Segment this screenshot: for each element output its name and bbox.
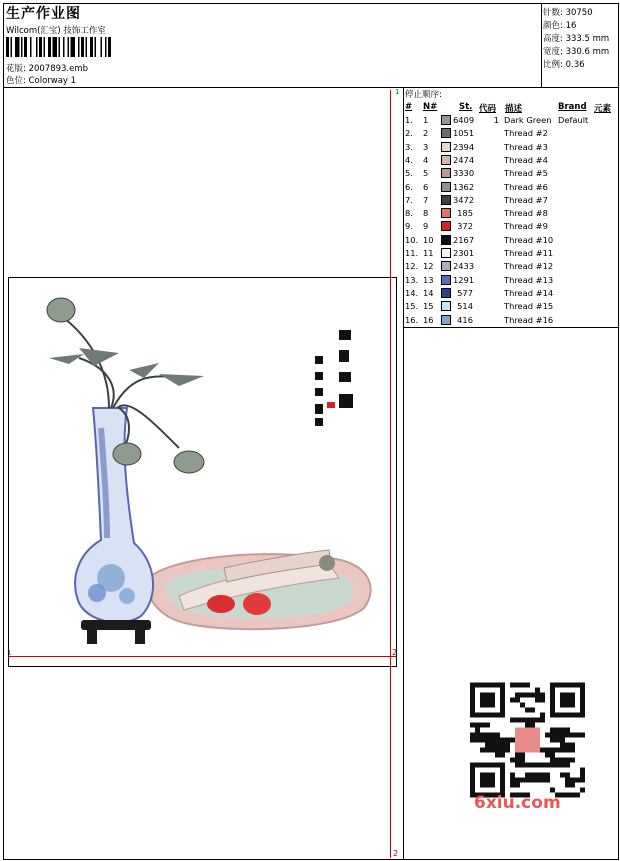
row-needle: 13 — [423, 274, 434, 285]
row-description: Thread #10 — [504, 234, 554, 245]
row-stitches: 416 — [457, 314, 473, 325]
thread-swatch — [441, 315, 451, 325]
row-description: Thread #5 — [504, 168, 548, 179]
row-code: 1 — [493, 115, 499, 125]
row-stitches: 1291 — [453, 274, 475, 285]
col-header-desc: 描述 — [505, 104, 523, 114]
row-index: 14. — [405, 287, 419, 298]
thread-swatch — [441, 115, 451, 125]
table-row — [405, 248, 615, 261]
row-index: 11. — [405, 248, 419, 258]
row-description: Thread #12 — [504, 261, 554, 272]
row-needle: 11 — [423, 248, 434, 258]
table-row — [405, 301, 615, 314]
row-needle: 10 — [423, 234, 434, 245]
row-description: Thread #16 — [504, 314, 554, 325]
row-needle: 5 — [423, 168, 429, 179]
thread-swatch — [441, 235, 451, 245]
table-row — [405, 142, 615, 155]
row-description: Thread #6 — [504, 181, 548, 192]
row-needle: 3 — [423, 141, 429, 152]
stop-sequence-title: 停止顺序: — [405, 90, 442, 100]
row-index: 5. — [405, 168, 413, 179]
thread-swatch — [441, 301, 451, 311]
table-row — [405, 195, 615, 208]
row-stitches: 372 — [457, 221, 473, 232]
colorway-line — [6, 74, 76, 86]
row-description: Dark Green — [504, 115, 552, 125]
design-label: 花版: — [6, 64, 26, 74]
row-index: 12. — [405, 261, 419, 272]
col-header-element: 元素 — [594, 104, 612, 114]
row-description: Thread #2 — [504, 128, 548, 139]
table-row — [405, 235, 615, 248]
table-row — [405, 288, 615, 301]
company-name: Wilcom(汇宝) 技饰工作室 — [6, 26, 106, 36]
row-stitches: 2301 — [453, 248, 475, 258]
row-stitches: 2167 — [453, 234, 475, 245]
stat-scale: 比例: 0.36 — [543, 60, 585, 70]
colorway-value: Colorway 1 — [28, 76, 77, 86]
col-header-stitches: St. — [459, 102, 473, 112]
row-stitches: 2433 — [453, 261, 475, 272]
col-header-index: # — [405, 102, 413, 112]
design-line — [6, 62, 88, 74]
col-header-code: 代码 — [479, 104, 497, 114]
thread-swatch — [441, 208, 451, 218]
table-row — [405, 221, 615, 234]
row-needle: 14 — [423, 287, 434, 298]
thread-swatch — [441, 261, 451, 271]
row-needle: 2 — [423, 128, 429, 139]
col-header-brand: Brand — [558, 102, 587, 112]
row-stitches: 3472 — [453, 194, 475, 205]
row-description: Thread #13 — [504, 274, 554, 285]
table-row — [405, 168, 615, 181]
page-title: 生产作业图 — [6, 6, 81, 22]
design-file: 2007893.emb — [28, 64, 89, 74]
stat-colors: 颜色: 16 — [543, 21, 577, 31]
stat-width: 宽度: 330.6 mm — [543, 47, 610, 57]
table-row — [405, 115, 615, 128]
row-index: 9. — [405, 221, 413, 232]
row-index: 4. — [405, 154, 413, 165]
red-fruit-icon — [207, 595, 235, 613]
thread-swatch — [441, 155, 451, 165]
colorway-label: 色位: — [6, 76, 26, 86]
thread-swatch — [441, 128, 451, 138]
qr-code-icon — [470, 680, 585, 800]
row-needle: 6 — [423, 181, 429, 192]
row-needle: 1 — [423, 115, 429, 125]
stat-height: 高度: 333.5 mm — [543, 34, 610, 44]
table-row — [405, 128, 615, 141]
embroidery-artwork — [9, 278, 396, 666]
row-description: Thread #15 — [504, 301, 554, 312]
table-row — [405, 261, 615, 274]
end-marker-bottom: 2 — [393, 849, 399, 858]
vase-stand-icon — [81, 620, 151, 644]
row-stitches: 1362 — [453, 181, 475, 192]
row-needle: 12 — [423, 261, 434, 272]
row-description: Thread #7 — [504, 194, 548, 205]
row-description: Thread #9 — [504, 221, 548, 232]
row-needle: 16 — [423, 314, 434, 325]
table-row — [405, 315, 615, 328]
row-description: Thread #14 — [504, 287, 554, 298]
row-stitches: 514 — [457, 301, 473, 312]
thread-swatch — [441, 248, 451, 258]
row-stitches: 185 — [457, 208, 473, 219]
thread-swatch — [441, 168, 451, 178]
table-row — [405, 208, 615, 221]
thread-swatch — [441, 275, 451, 285]
row-index: 2. — [405, 128, 413, 139]
row-needle: 7 — [423, 194, 429, 205]
row-index: 6. — [405, 181, 413, 192]
row-description: Thread #4 — [504, 154, 548, 165]
start-marker-left: 1 — [7, 649, 12, 657]
row-index: 1. — [405, 115, 413, 125]
row-index: 8. — [405, 208, 413, 219]
row-stitches: 3330 — [453, 168, 475, 179]
row-index: 7. — [405, 194, 413, 205]
calligraphy-icon — [315, 330, 353, 426]
watermark-site: 6xiu.com — [474, 793, 561, 813]
row-description: Thread #3 — [504, 141, 548, 152]
row-stitches: 2474 — [453, 154, 475, 165]
row-stitches: 577 — [457, 287, 473, 298]
thread-swatch — [441, 288, 451, 298]
thread-swatch — [441, 142, 451, 152]
row-needle: 15 — [423, 301, 434, 312]
red-fruit-icon — [243, 593, 271, 615]
row-index: 15. — [405, 301, 419, 312]
row-index: 13. — [405, 274, 419, 285]
row-needle: 8 — [423, 208, 429, 219]
table-row — [405, 275, 615, 288]
row-stitches: 6409 — [453, 115, 475, 125]
row-needle: 4 — [423, 154, 429, 165]
thread-swatch — [441, 182, 451, 192]
table-row — [405, 155, 615, 168]
row-index: 16. — [405, 314, 419, 325]
stat-stitches: 针数: 30750 — [543, 8, 593, 18]
table-row — [405, 182, 615, 195]
thread-swatch — [441, 195, 451, 205]
row-description: Thread #11 — [504, 248, 554, 258]
row-brand: Default — [558, 115, 589, 125]
row-stitches: 2394 — [453, 141, 475, 152]
row-description: Thread #8 — [504, 208, 548, 219]
barcode — [6, 37, 141, 57]
row-index: 3. — [405, 141, 413, 152]
row-stitches: 1051 — [453, 128, 475, 139]
end-marker-top: 2 — [392, 648, 398, 657]
thread-swatch — [441, 221, 451, 231]
row-needle: 9 — [423, 221, 429, 232]
vase-icon — [75, 408, 153, 622]
row-index: 10. — [405, 234, 419, 245]
col-header-n: N# — [423, 102, 438, 112]
start-marker: 1 — [395, 88, 400, 96]
